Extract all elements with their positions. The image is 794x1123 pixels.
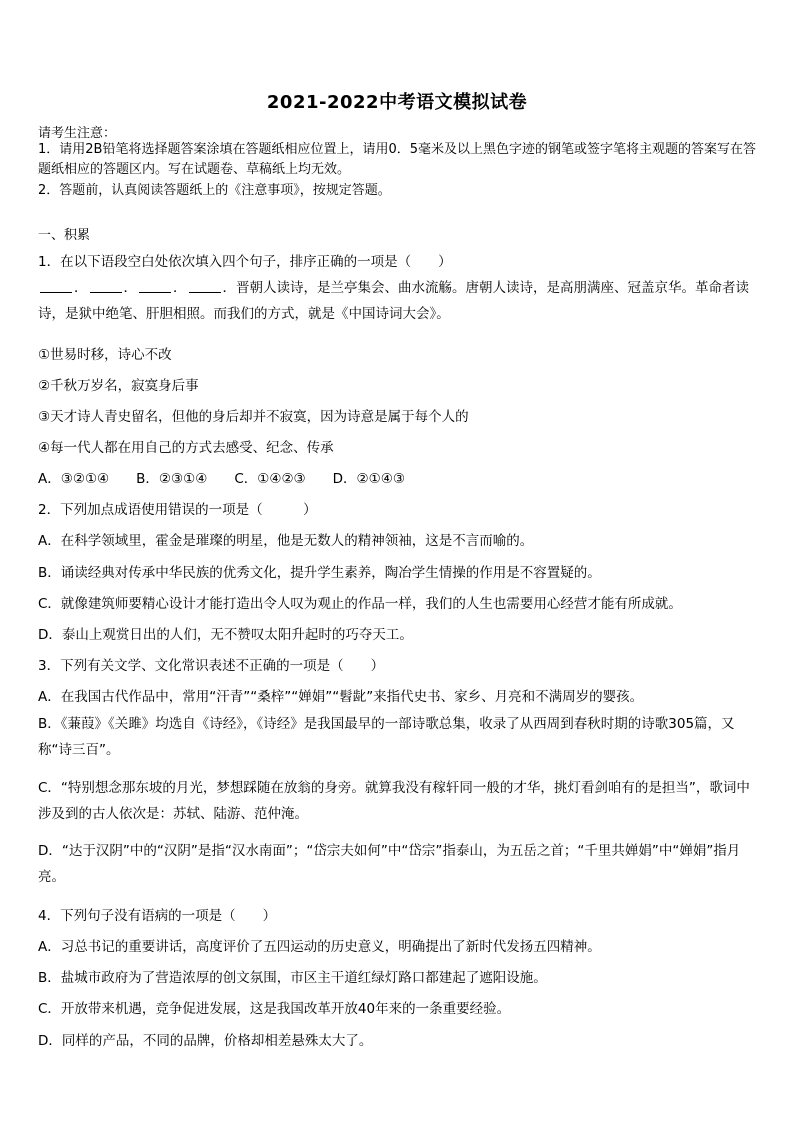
question-3-option-c: C．“特别想念那东坡的月光，梦想踩随在放翁的身旁。就算我没有稼轩同一般的才华，挑灯看剑咱有的是担当”，歌词中涉及到的古人依次是：苏轼、陆游、范仲淹。	[38, 780, 750, 822]
question-1-stem: 1．在以下语段空白处依次填入四个句子，排序正确的一项是（ ）	[38, 254, 452, 270]
question-4-stem: 4．下列句子没有语病的一项是（ ）	[38, 908, 277, 924]
question-1-options: A．③②①④ B．②③①④ C．①④②③ D．②①④③	[38, 471, 405, 487]
question-3-option-a: A．在我国古代作品中，常用“汗青”“桑梓”“婵娟”“髫龀”来指代史书、家乡、月亮和不满周岁的婴孩。	[38, 689, 644, 705]
notice-item-2: 2．答题前，认真阅读答题纸上的《注意事项》，按规定答题。	[38, 183, 391, 198]
question-4-option-c: C．开放带来机遇，竞争促进发展，这是我国改革开放40年来的一条重要经验。	[38, 1001, 511, 1017]
sentence-3: ③天才诗人青史留名，但他的身后却并不寂寞，因为诗意是属于每个人的	[38, 409, 469, 425]
passage-text: ．晋朝人读诗，是兰亭集会、曲水流觞。唐朝人读诗，是高朋满座、冠盖京华。革命者读诗，是狱中绝笔、肝胆相照。而我们的方式，就是《中国诗词大会》。	[38, 280, 749, 322]
answer-blank[interactable]	[90, 280, 122, 293]
question-4-option-d: D．同样的产品，不同的品牌，价格却相差悬殊太大了。	[38, 1033, 373, 1049]
question-4-option-b: B．盐城市政府为了营造浓厚的创文氛围，市区主干道红绿灯路口都建起了遮阳设施。	[38, 970, 547, 986]
question-3-stem: 3．下列有关文学、文化常识表述不正确的一项是（ ）	[38, 658, 385, 674]
question-2-option-a: A．在科学领域里，霍金是璀璨的明星，他是无数人的精神领袖，这是不言而喻的。	[38, 533, 534, 549]
sentence-4: ④每一代人都在用自己的方式去感受、纪念、传承	[38, 440, 334, 456]
question-2-stem: 2．下列加点成语使用错误的一项是（ ）	[38, 502, 317, 518]
answer-blank[interactable]	[40, 280, 72, 293]
question-1-passage: ． ． ． ．晋朝人读诗，是兰亭集会、曲水流觞。唐朝人读诗，是高朋满座、冠盖京华。革命者读诗，是狱中绝笔、肝胆相照。而我们的方式，就是《中国诗词大会》。	[38, 280, 749, 322]
notice-item-1: 1．请用2B铅笔将选择题答案涂填在答题纸相应位置上，请用0．5毫米及以上黑色字迹的钢笔或签字笔将主观题的答案写在答题纸相应的答题区内。写在试题卷、草稿纸上均无效。	[38, 142, 757, 177]
notice-heading: 请考生注意：	[38, 126, 117, 141]
sentence-2: ②千秋万岁名，寂寞身后事	[38, 378, 199, 394]
answer-blank[interactable]	[189, 280, 221, 293]
question-2-option-c: C．就像建筑师要精心设计才能打造出令人叹为观止的作品一样，我们的人生也需要用心经营才能有所成就。	[38, 596, 682, 612]
section-heading: 一、积累	[38, 228, 91, 243]
question-2-option-d: D．泰山上观赏日出的人们，无不赞叹太阳升起时的巧夺天工。	[38, 627, 413, 643]
question-4-option-a: A．习总书记的重要讲话，高度评价了五四运动的历史意义，明确提出了新时代发扬五四精神。	[38, 939, 601, 955]
answer-blank[interactable]	[139, 280, 171, 293]
page-title: 2021-2022中考语文模拟试卷	[266, 92, 528, 113]
question-3-option-b: B．《蒹葭》《关雎》均选自《诗经》，《诗经》是我国最早的一部诗歌总集，收录了从西周到春秋时期的诗歌305篇，又称“诗三百”。	[38, 716, 735, 758]
question-2-option-b: B．诵读经典对传承中华民族的优秀文化，提升学生素养，陶冶学生情操的作用是不容置疑的。	[38, 565, 601, 581]
question-3-option-d: D．“达于汉阴”中的“汉阴”是指“汉水南面”；“岱宗夫如何”中“岱宗”指泰山，为五岳之首；“千里共婵娟”中“婵娟”指月亮。	[38, 843, 741, 885]
sentence-1: ①世易时移，诗心不改	[38, 347, 172, 363]
